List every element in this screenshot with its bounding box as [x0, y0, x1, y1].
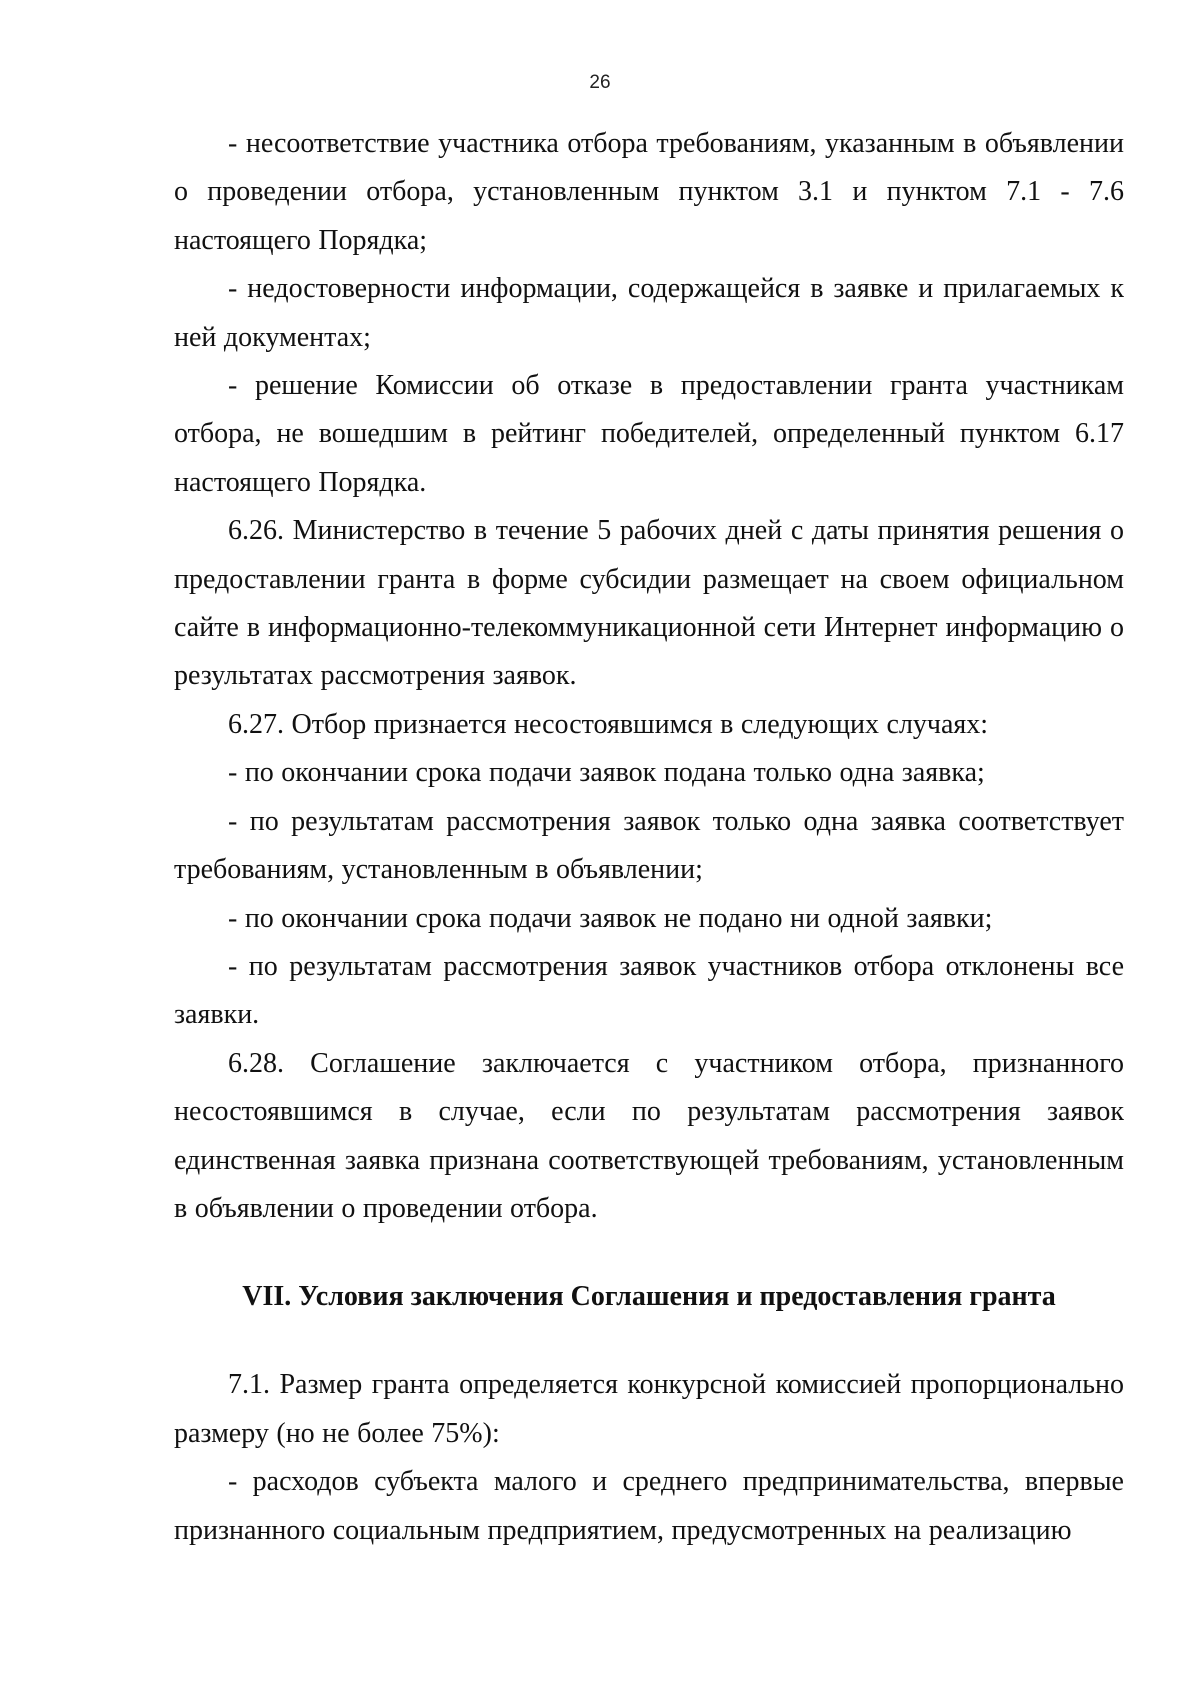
- paragraph-all-rejected: - по результатам рассмотрения заявок участников отбора отклонены все заявки.: [174, 950, 1124, 1031]
- paragraph-noncompliance: - несоответствие участника отбора требованиям, указанным в объявлении о проведении отбора, установленным пунктом 3.1 и пунктом 7.1 - 7.6 настоящего Порядка;: [174, 128, 1124, 256]
- paragraph-one-application-compliant: - по результатам рассмотрения заявок только одна заявка соответствует требованиям, установленным в объявлении;: [174, 805, 1124, 886]
- paragraph-commission-refusal: - решение Комиссии об отказе в предоставлении гранта участникам отбора, не вошедшим в рейтинг победителей, определенный пунктом 6.17 настоящего Порядка.: [174, 370, 1124, 498]
- paragraph-6-26: 6.26. Министерство в течение 5 рабочих дней с даты принятия решения о предоставлении гранта в форме субсидии размещает на своем официальном сайте в информационно-телекоммуникационной сети Интернет информацию о результатах рассмотрения заявок.: [174, 515, 1124, 692]
- paragraph-7-1: 7.1. Размер гранта определяется конкурсной комиссией пропорционально размеру (но не более 75%):: [174, 1369, 1124, 1449]
- paragraph-no-applications: - по окончании срока подачи заявок не подано ни одной заявки;: [228, 902, 993, 934]
- paragraph-6-28: 6.28. Соглашение заключается с участником отбора, признанного несостоявшимся в случае, если по результатам рассмотрения заявок единственная заявка признана соответствующей требованиям, установленным в объявлении о проведении отбора.: [174, 1047, 1124, 1224]
- section-heading-vii: VII. Условия заключения Соглашения и предоставления гранта: [242, 1281, 1056, 1313]
- page-number: 26: [589, 72, 611, 93]
- document-body: [174, 120, 1124, 1555]
- paragraph-expenses: - расходов субъекта малого и среднего предпринимательства, впервые признанного социальным предприятием, предусмотренных на реализацию: [174, 1466, 1124, 1546]
- paragraph-unreliable-info: - недостоверности информации, содержащейся в заявке и прилагаемых к ней документах;: [174, 273, 1124, 353]
- paragraph-6-27: 6.27. Отбор признается несостоявшимся в следующих случаях:: [228, 708, 989, 740]
- paragraph-one-application-submitted: - по окончании срока подачи заявок подана только одна заявка;: [228, 757, 985, 789]
